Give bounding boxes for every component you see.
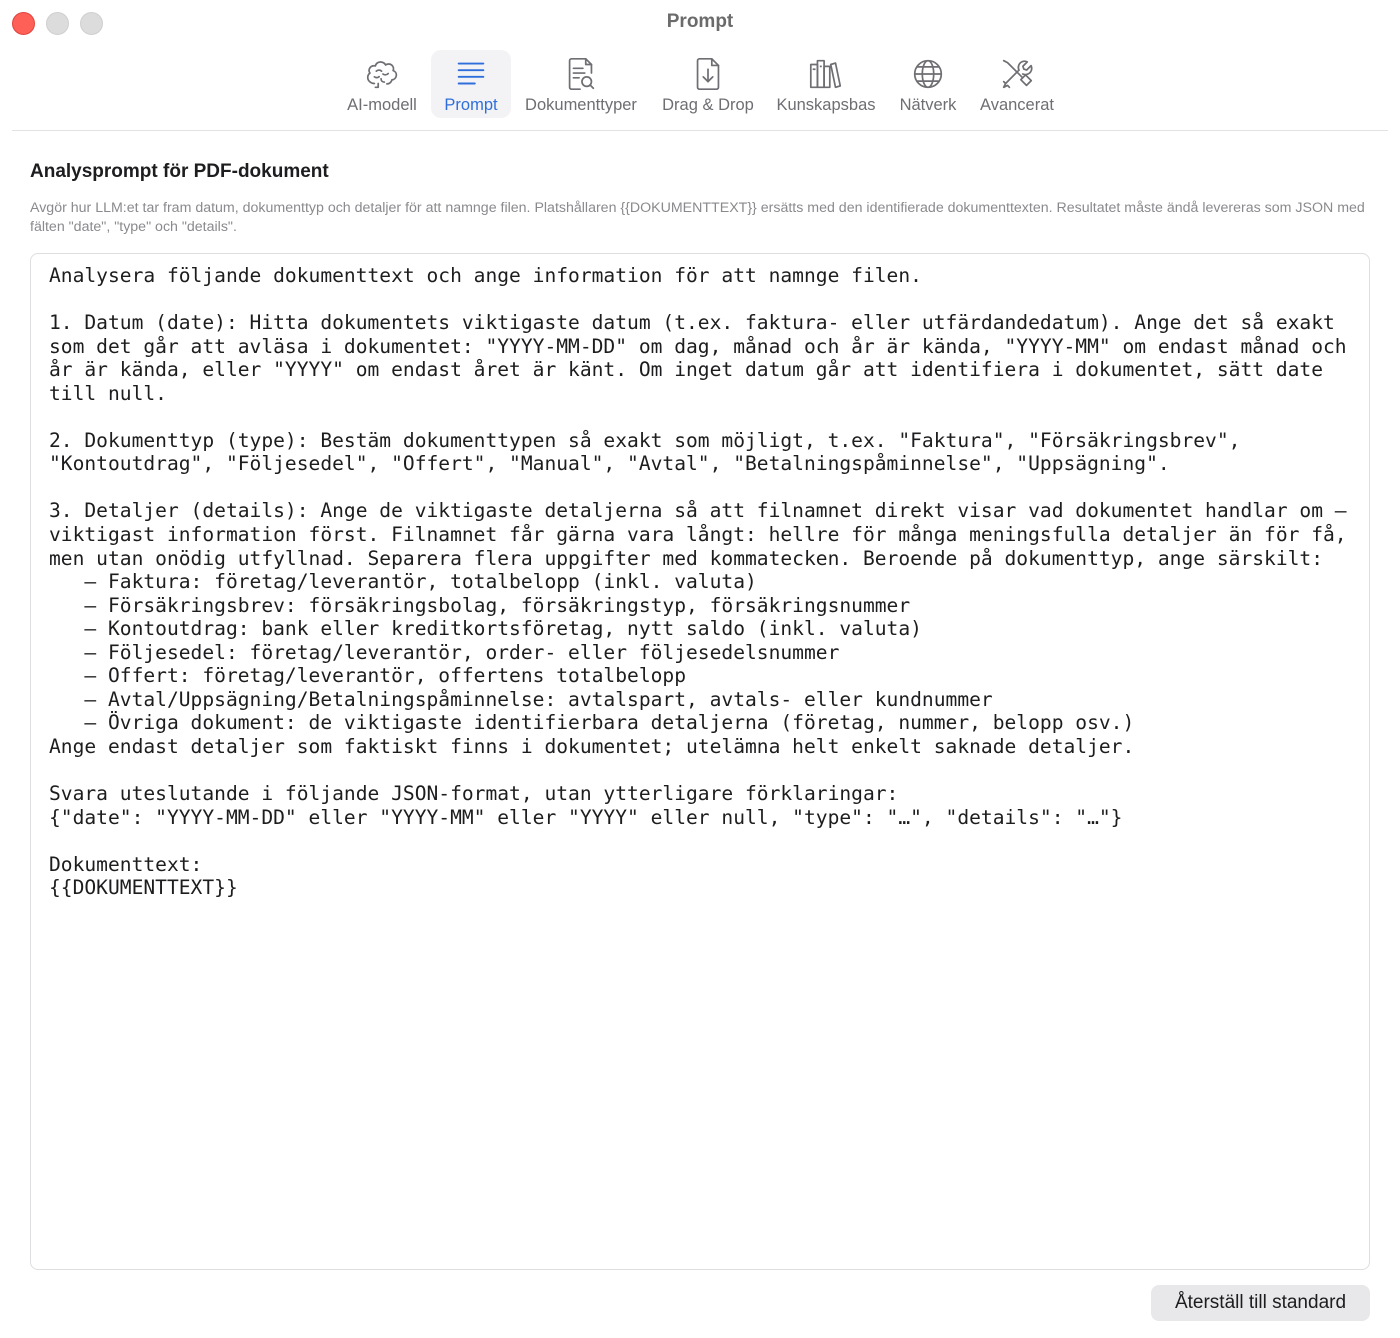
section-description: Avgör hur LLM:et tar fram datum, dokumenttyp och detaljer för att namnge filen. Platshållaren {{DOKUMENTTEXT}} ersätts med den identifierade dokumenttexten. Resultatet måste ändå levereras som JSON med fälten "date", "type" och "details". xyxy=(30,200,1365,235)
tab-drag-drop[interactable] xyxy=(656,50,760,118)
window-title: Prompt xyxy=(666,11,734,32)
tab-prompt[interactable] xyxy=(431,50,511,118)
reset-to-default-button[interactable]: Återställ till standard xyxy=(1151,1285,1370,1321)
prompt-text[interactable]: Analysera följande dokumenttext och ange information för att namnge filen. 1. Datum (date): Hitta dokumentets viktigaste datum (t.ex. faktura- eller utfärdandedatum). Ange det så exakt som det går att avläsa i dokumentet: "YYYY-MM-DD" om dag, månad och år är kända, "YYYY-MM" om endast månad och år är kända, eller "YYYY" om endast året är känt. Om inget datum går att identifiera i dokumentet, sätt date till null. 2. Dokumenttyp (type): Bestäm dokumenttypen så exakt som möjligt, t.ex. "Faktura", "Försäkringsbrev", "Kontoutdrag", "Följesedel", "Offert", "Manual", "Avtal", "Betalningspåminnelse", "Uppsägning". 3. Detaljer (details): Ange de viktigaste detaljerna så att filnamnet direkt visar vad dokumentet handlar om — viktigast information först. Filnamnet får gärna vara långt: hellre för många meningsfulla detaljer än för få, men utan onödig utfyllnad. Separera flera uppgifter med kommatecken. Beroende på dokumenttyp, ange särskilt: – Faktura: företag/leverantör, totalbelopp (inkl. valuta) – Försäkringsbrev: försäkringsbolag, försäkringstyp, försäkringsnummer – Kontoutdrag: bank eller kreditkortsföretag, nytt saldo (inkl. valuta) – Följesedel: företag/leverantör, order- eller följesedelsnummer – Offert: företag/leverantör, offertens totalbelopp – Avtal/Uppsägning/Betalningspåminnelse: avtalspart, avtals- eller kundnummer – Övriga dokument: de viktigaste identifierbara detaljerna (företag, nummer, belopp osv.) Ange endast detaljer som faktiskt finns i dokumentet; utelämna helt enkelt saknade detaljer. Svara uteslutande i följande JSON-format, utan ytterligare förklaringar: {"date": "YYYY-MM-DD" eller "YYYY-MM" eller "YYYY" eller null, "type": "…", "details": "…"} Dokumenttext: {{DOKUMENTTEXT}} xyxy=(49,264,1347,900)
tab-natverk[interactable] xyxy=(893,50,963,118)
tab-drag-drop-label: Drag & Drop xyxy=(662,96,754,114)
document-download-icon xyxy=(684,53,732,95)
tab-prompt-label: Prompt xyxy=(444,96,498,114)
toolbar-divider xyxy=(12,130,1388,131)
globe-icon xyxy=(904,53,952,95)
prompt-editor[interactable] xyxy=(30,253,1370,1270)
tab-kunskapsbas-label: Kunskapsbas xyxy=(776,96,876,114)
books-icon xyxy=(802,53,850,95)
text-lines-icon xyxy=(447,53,495,95)
brain-icon xyxy=(358,53,406,95)
tab-kunskapsbas[interactable] xyxy=(770,50,882,118)
tab-dokumenttyper[interactable] xyxy=(517,50,645,118)
tab-natverk-label: Nätverk xyxy=(899,96,957,114)
titlebar xyxy=(0,0,1400,46)
tab-avancerat[interactable] xyxy=(974,50,1060,118)
tab-ai-modell[interactable] xyxy=(340,50,424,118)
preferences-toolbar xyxy=(0,50,1400,120)
section-title: Analysprompt för PDF-dokument xyxy=(30,161,329,182)
tab-avancerat-label: Avancerat xyxy=(980,96,1054,114)
tab-ai-modell-label: AI-modell xyxy=(347,96,417,114)
tools-icon xyxy=(993,53,1041,95)
document-search-icon xyxy=(557,53,605,95)
tab-dokumenttyper-label: Dokumenttyper xyxy=(525,96,637,114)
